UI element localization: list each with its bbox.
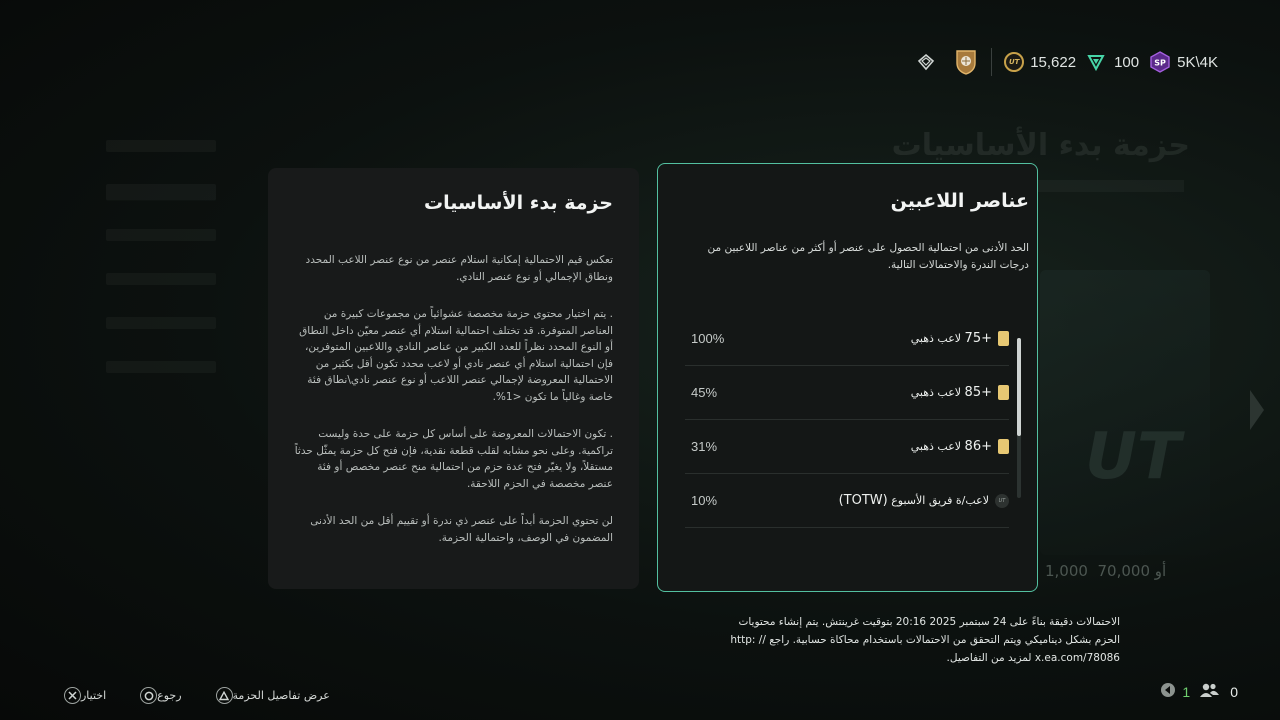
triangle-button-icon <box>216 687 233 704</box>
club-crest-icon[interactable] <box>955 49 977 75</box>
notification-count: 1 <box>1182 684 1191 700</box>
odds-row: +85 لاعب ذهبي 45% <box>685 366 1009 420</box>
odds-row: +75 لاعب ذهبي 100% <box>685 312 1009 366</box>
odds-scrollbar[interactable] <box>1017 338 1021 498</box>
back-hint[interactable]: رجوع <box>140 687 187 704</box>
odds-row: +86 لاعب ذهبي 31% <box>685 420 1009 474</box>
odds-percentage: 31% <box>691 439 718 454</box>
pack-description-panel <box>268 168 639 589</box>
description-paragraph: . تكون الاحتمالات المعروضة على أساس كل حزمة على حدة وليست تراكمية. وعلى نحو مشابه لقلب قطعة نقدية، فإن فتح كل حزمة يمثّل حدثاً مستقلاً، ولا يغيّر فتح عدة حزم من احتمالية منح عنصر مخصص أو فئة عنصر مخصصة في الحزم اللاحقة. <box>294 428 613 490</box>
pack-title: حزمة بدء الأساسيات <box>424 192 613 214</box>
select-hint[interactable]: اختيار <box>64 687 112 704</box>
odds-percentage: 45% <box>691 385 718 400</box>
odds-list[interactable] <box>685 312 1009 528</box>
description-paragraph: لن تحتوي الحزمة أبداً على عنصر ذي ندرة أو تقييم أقل من الحد الأدنى المضمون في الوصف، واحتمالية الحزمة. <box>310 515 613 544</box>
status-indicators <box>1160 682 1238 702</box>
pack-details-hint[interactable]: عرض تفاصيل الحزمة <box>216 687 336 704</box>
scrollbar-thumb[interactable] <box>1017 338 1021 436</box>
description-paragraph: . يتم اختيار محتوى حزمة مخصصة عشوائياً من مجموعات كبيرة من العناصر المتوفرة. قد تختلف احتمالية استلام أي عنصر معيّن داخل النطاق أو النوع المحدد نظراً للعدد الكبير من عناصر النادي واللاعبين المتوفرين، فإن احتمالية استلام أي عنصر نادي أو لاعب محدد تكون أقل بكثير من الاحتمالية المعروضة لإجمالي عنصر اللاعب أو نوع عنصر نادي\نطاق فئة خاصة وغالباً ما تكون <1%. <box>299 308 613 403</box>
season-points-mark: SP <box>1154 58 1166 68</box>
notification-icon <box>1160 682 1176 702</box>
friends-icon <box>1198 682 1220 702</box>
coins-balance: 15,622 <box>1030 53 1077 71</box>
divider <box>991 48 992 76</box>
background-next-arrow-icon <box>1250 390 1264 430</box>
gold-card-icon <box>998 331 1009 346</box>
background-pack-card <box>1040 270 1210 555</box>
odds-footnote: الاحتمالات دقيقة بناءً على 24 سبتمبر 2025 20:16 بتوقيت غرينتش. يتم إنشاء محتويات الحزم بشكل ديناميكي ويتم التحقق من الاحتمالات باستخدام محاكاة حسابية. راجع // :http x.ea.com/78086 لمزيد من التفاصيل. <box>730 616 1120 664</box>
cross-button-icon <box>64 687 81 704</box>
coins-icon: UT <box>1004 52 1024 72</box>
player-items-title: عناصر اللاعبين <box>890 190 1029 212</box>
friends-online-count: 0 <box>1230 684 1238 700</box>
background-side-menu <box>90 140 265 405</box>
background-pack-price: أو 70,000 1,000 <box>1045 562 1167 580</box>
division-rivals-icon[interactable] <box>917 53 935 71</box>
player-items-panel[interactable] <box>657 163 1038 592</box>
odds-percentage: 100% <box>691 331 725 346</box>
fc-points-balance: 100 <box>1114 53 1140 71</box>
gold-card-icon <box>998 439 1009 454</box>
odds-row: UT لاعب/ة فريق الأسبوع (TOTW) 10% <box>685 474 1009 528</box>
totw-icon: UT <box>995 494 1009 508</box>
description-paragraph: تعكس قيم الاحتمالية إمكانية استلام عنصر من نوع عنصر اللاعب المحدد ونطاق الإجمالي أو نوع عنصر النادي. <box>305 254 613 283</box>
season-points-icon <box>1149 51 1171 73</box>
season-points-balance: 5K\4K <box>1177 53 1218 71</box>
background-pack-title: حزمة بدء الأساسيات <box>891 128 1190 163</box>
player-items-intro: الحد الأدنى من احتمالية الحصول على عنصر أو أكثر من عناصر اللاعبين من درجات الندرة والاحتمالات التالية. <box>707 242 1029 271</box>
gold-card-icon <box>998 385 1009 400</box>
background-pack-logo: UT <box>1085 420 1181 494</box>
odds-percentage: 10% <box>691 493 718 508</box>
fc-points-icon <box>1086 52 1106 72</box>
controller-hints <box>64 687 364 704</box>
circle-button-icon <box>140 687 157 704</box>
currency-bar <box>917 47 1218 77</box>
